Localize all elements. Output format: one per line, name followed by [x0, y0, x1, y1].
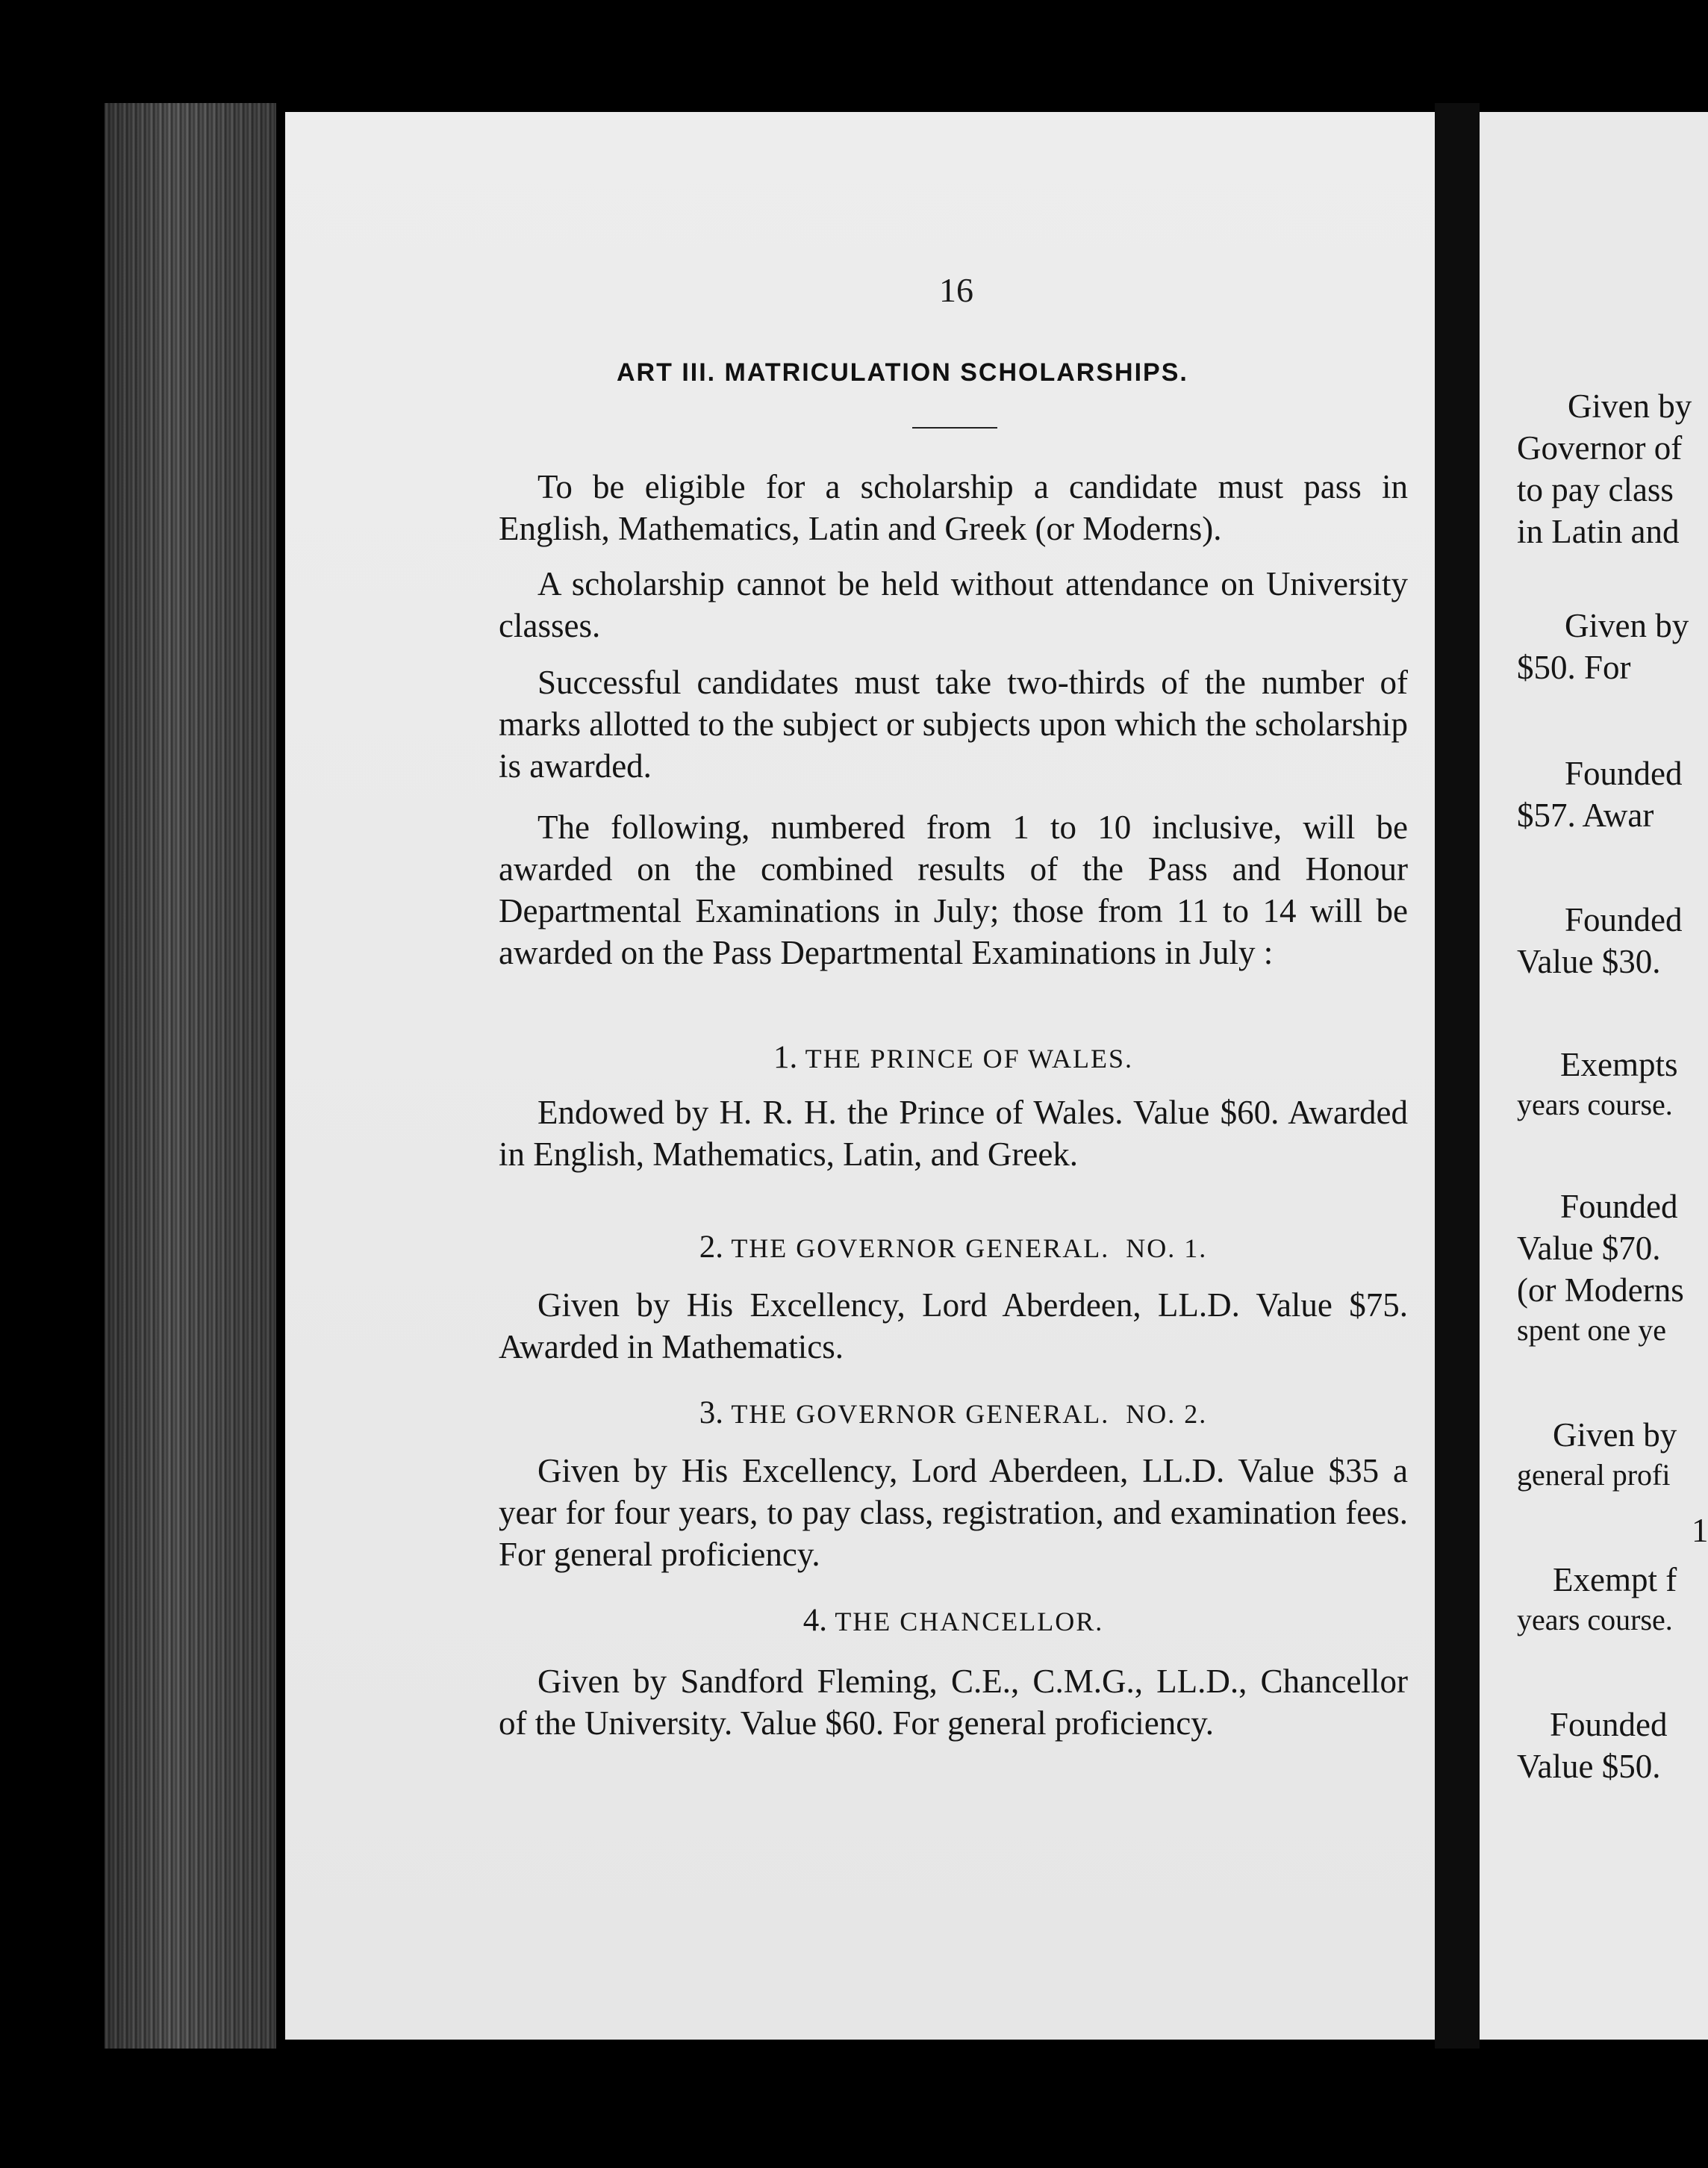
- intro-paragraph: Successful candidates must take two-thirds of the number of marks allotted to the subject or subjects upon which the scholarship is awarded.: [499, 664, 1408, 785]
- scholarship-heading: [499, 1602, 1408, 1639]
- scholarship-heading: [499, 1039, 1408, 1076]
- right-page-line: Value $70.: [1517, 1230, 1661, 1267]
- right-page-line: Value $50.: [1517, 1748, 1661, 1785]
- right-page-line: Exempts: [1560, 1046, 1678, 1083]
- right-page-line: Given by: [1565, 607, 1689, 644]
- fore-edge-shading: [105, 103, 276, 2049]
- right-page-line: Founded: [1565, 755, 1683, 792]
- right-page-line: Given by: [1568, 387, 1692, 425]
- right-page-line: $57. Awar: [1517, 797, 1654, 834]
- scholarship-number: 3.: [699, 1395, 723, 1430]
- left-page: [285, 112, 1435, 2040]
- scholarship-description: Endowed by H. R. H. the Prince of Wales. Value $60. Awarded in English, Mathematics, Latin, and Greek.: [499, 1094, 1408, 1173]
- right-page-line: $50. For: [1517, 649, 1631, 686]
- scholarship-title: THE CHANCELLOR.: [835, 1607, 1104, 1636]
- scholarship-number: 1.: [773, 1040, 798, 1075]
- right-page-line: (or Moderns: [1517, 1271, 1684, 1309]
- right-page-line: Founded: [1560, 1188, 1678, 1225]
- right-page-line: years course.: [1517, 1088, 1673, 1121]
- right-page-line: Founded: [1565, 901, 1683, 938]
- scholarship-title: THE PRINCE OF WALES.: [805, 1044, 1133, 1074]
- scholarship-description: Given by His Excellency, Lord Aberdeen, LL.D. Value $75. Awarded in Mathematics.: [499, 1286, 1408, 1365]
- right-page-line: spent one ye: [1517, 1313, 1666, 1347]
- scholarship-number: 2.: [699, 1230, 723, 1265]
- right-page-line: to pay class: [1517, 471, 1674, 508]
- right-page-line: Governor of: [1517, 429, 1683, 467]
- scholarship-number: 4.: [802, 1603, 827, 1638]
- right-page-line: Exempt f: [1553, 1561, 1677, 1598]
- right-page-line: Founded: [1550, 1706, 1668, 1743]
- scholarship-title: THE GOVERNOR GENERAL.: [731, 1399, 1110, 1429]
- right-page-line: Given by: [1553, 1416, 1677, 1454]
- page-number: 16: [939, 271, 973, 309]
- intro-paragraph: A scholarship cannot be held without attendance on University classes.: [499, 565, 1408, 644]
- scholarship-description: Given by His Excellency, Lord Aberdeen, LL.D. Value $35 a year for four years, to pay class, registration, and examination fees. For general proficiency.: [499, 1452, 1408, 1573]
- book-gutter: [1435, 103, 1480, 2049]
- article-heading: ART III. MATRICULATION SCHOLARSHIPS.: [617, 358, 1188, 387]
- right-page-line: general profi: [1517, 1458, 1671, 1492]
- right-page-line: Value $30.: [1517, 943, 1661, 980]
- intro-paragraph: To be eligible for a scholarship a candidate must pass in English, Mathematics, Latin and Greek (or Moderns).: [499, 468, 1408, 547]
- scholarship-heading: [499, 1229, 1408, 1265]
- intro-paragraph: The following, numbered from 1 to 10 inclusive, will be awarded on the combined results of the Pass and Honour Departmental Examinations in July; those from 11 to 14 will be awarded on the Pass Departmental Examinations in July :: [499, 809, 1408, 971]
- scholarship-title: THE GOVERNOR GENERAL.: [731, 1233, 1110, 1263]
- right-page-line: years course.: [1517, 1603, 1673, 1636]
- scholarship-suffix: NO. 2.: [1126, 1399, 1208, 1429]
- heading-rule: [912, 427, 997, 429]
- scholarship-suffix: NO. 1.: [1126, 1233, 1208, 1263]
- scholarship-description: Given by Sandford Fleming, C.E., C.M.G., LL.D., Chancellor of the University. Value $60. For general proficiency.: [499, 1663, 1408, 1742]
- right-page-line: 1: [1692, 1512, 1708, 1549]
- scholarship-heading: [499, 1395, 1408, 1431]
- right-page-line: in Latin and: [1517, 513, 1680, 550]
